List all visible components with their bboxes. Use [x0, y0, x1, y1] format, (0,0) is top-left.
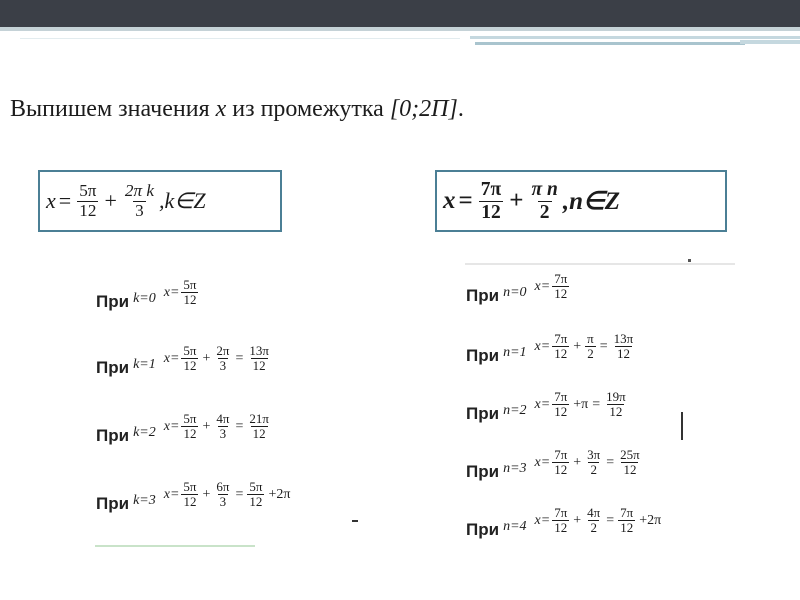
fraction-numerator: 25π: [620, 447, 640, 462]
case-condition: k=1: [133, 356, 156, 372]
case-fraction: [552, 332, 569, 362]
fraction-denominator: 12: [79, 200, 97, 220]
fraction-numerator: 5π: [183, 277, 197, 292]
fraction-numerator: 21π: [249, 411, 269, 426]
case-condition: n=4: [503, 518, 527, 534]
fraction-denominator: 12: [554, 404, 568, 420]
case-expression: [164, 480, 293, 510]
case-expression: [535, 272, 572, 302]
formula-fraction: [479, 179, 503, 223]
case-expression: [164, 278, 201, 308]
case-fraction: [552, 390, 569, 420]
fraction-numerator: 5π: [183, 411, 197, 426]
case-condition: n=3: [503, 460, 527, 476]
case-fraction: [247, 344, 271, 374]
stray-mark: [681, 412, 683, 440]
case-x: x=: [534, 512, 551, 528]
case-fraction: [552, 448, 569, 478]
formula-fraction: [529, 179, 559, 223]
case-operator: +: [573, 338, 582, 354]
fraction-numerator: 19π: [606, 389, 626, 404]
fraction-denominator: 12: [623, 462, 637, 478]
case-label: При: [96, 493, 130, 513]
heading-period: .: [457, 96, 464, 122]
case-fraction: [247, 412, 271, 442]
heading-text: из промежутка: [226, 96, 390, 122]
header-stripe: [740, 40, 800, 44]
fraction-denominator: 12: [183, 292, 197, 308]
case-condition: n=1: [503, 344, 527, 360]
fraction-numerator: 13π: [613, 331, 634, 346]
case-expression: [535, 448, 644, 478]
case-operator: +: [202, 350, 211, 366]
header-bar: [0, 0, 800, 27]
case-expression: [535, 332, 638, 362]
fraction-denominator: 3: [219, 358, 227, 374]
case-fraction: [604, 390, 628, 420]
fraction-denominator: 12: [554, 520, 568, 536]
fraction-denominator: 12: [249, 494, 263, 510]
fraction-numerator: 3π: [587, 447, 601, 462]
general-solution-k: [38, 170, 282, 232]
stray-mark: [352, 520, 358, 522]
faint-rule: [465, 263, 735, 265]
fraction-denominator: 2: [539, 201, 550, 223]
case-fraction: [585, 506, 602, 536]
fraction-denominator: 3: [135, 200, 144, 220]
formula-equals: =: [58, 188, 72, 213]
fraction-numerator: 7π: [554, 331, 568, 346]
fraction-numerator: π n: [531, 179, 558, 201]
fraction-denominator: 12: [183, 426, 197, 442]
case-fraction: [214, 344, 231, 374]
faint-rule: [95, 545, 255, 547]
case-expression: [535, 390, 630, 420]
formula-fraction: [77, 182, 98, 221]
case-fraction: [181, 412, 198, 442]
formula-domain: ,k∈Z: [158, 188, 206, 213]
case-label: При: [466, 461, 500, 481]
general-solution-n: [435, 170, 727, 232]
case-expression: [164, 412, 273, 442]
case-x: x=: [163, 486, 180, 502]
fraction-numerator: 7π: [554, 271, 568, 286]
case-row-k3: [96, 479, 292, 513]
case-row-k0: [96, 277, 200, 311]
case-x: x=: [534, 278, 551, 294]
case-expression: [164, 344, 273, 374]
fraction-denominator: 12: [481, 201, 501, 223]
fraction-denominator: 2: [590, 520, 597, 536]
fraction-numerator: 7π: [554, 505, 568, 520]
case-equals: =: [606, 454, 615, 470]
fraction-denominator: 12: [554, 286, 568, 302]
case-row-n2: [466, 389, 630, 423]
fraction-denominator: 12: [616, 346, 630, 362]
fraction-numerator: 5π: [183, 343, 197, 358]
case-label: При: [466, 403, 500, 423]
case-row-n0: [466, 271, 571, 305]
case-equals: =: [606, 512, 615, 528]
case-label: При: [96, 357, 130, 377]
case-operator: +: [202, 486, 211, 502]
case-condition: n=2: [503, 402, 527, 418]
case-label: При: [466, 519, 500, 539]
case-label: При: [466, 345, 500, 365]
formula-plus: +: [104, 188, 117, 213]
case-fraction: [618, 506, 635, 536]
fraction-denominator: 2: [590, 462, 597, 478]
case-fraction: [214, 412, 231, 442]
fraction-numerator: 13π: [249, 343, 269, 358]
case-condition: k=2: [133, 424, 156, 440]
case-row-k2: [96, 411, 273, 445]
case-x: x=: [534, 396, 551, 412]
fraction-numerator: 7π: [554, 389, 568, 404]
case-x: x=: [163, 418, 180, 434]
case-expression: [535, 506, 664, 536]
heading-text: Выпишем значения: [10, 96, 216, 122]
case-fraction: [618, 448, 642, 478]
case-fraction: [247, 480, 264, 510]
fraction-denominator: 3: [219, 494, 227, 510]
case-fraction: [181, 344, 198, 374]
fraction-numerator: 5π: [183, 479, 197, 494]
case-label: При: [466, 285, 500, 305]
case-fraction: [181, 278, 198, 308]
formula-variable: x: [46, 188, 56, 213]
header-stripe: [20, 38, 460, 39]
heading-interval: [0;2П]: [389, 96, 458, 122]
case-x: x=: [534, 454, 551, 470]
case-row-n4: [466, 505, 663, 539]
stray-mark: [688, 259, 691, 262]
formula-fraction: [123, 182, 156, 221]
case-fraction: [214, 480, 231, 510]
formula-plus: +: [509, 187, 524, 214]
case-fraction: [181, 480, 198, 510]
fraction-numerator: 7π: [620, 505, 634, 520]
fraction-denominator: 12: [183, 494, 197, 510]
case-fraction: [585, 332, 596, 362]
case-label: При: [96, 291, 130, 311]
case-equals: =: [235, 350, 244, 366]
case-equals: =: [592, 396, 601, 412]
case-tail: +2π: [268, 486, 291, 502]
case-row-n3: [466, 447, 644, 481]
fraction-denominator: 12: [183, 358, 197, 374]
case-fraction: [552, 272, 569, 302]
case-x: x=: [163, 350, 180, 366]
fraction-numerator: 5π: [249, 479, 263, 494]
header-stripe: [470, 36, 800, 39]
case-equals: =: [235, 486, 244, 502]
case-condition: k=0: [133, 290, 156, 306]
fraction-denominator: 2: [587, 346, 594, 362]
case-tail: +2π: [639, 512, 662, 528]
slide-heading: [10, 96, 464, 123]
case-fraction: [552, 506, 569, 536]
fraction-numerator: 4π: [216, 411, 230, 426]
fraction-denominator: 12: [252, 426, 266, 442]
case-row-n1: [466, 331, 637, 365]
fraction-numerator: 7π: [480, 179, 502, 201]
fraction-denominator: 12: [554, 346, 568, 362]
fraction-numerator: 5π: [79, 180, 97, 200]
fraction-denominator: 3: [219, 426, 227, 442]
heading-variable: x: [215, 96, 227, 122]
fraction-numerator: 6π: [216, 479, 230, 494]
case-condition: n=0: [503, 284, 527, 300]
header-accent-line: [0, 27, 800, 31]
fraction-numerator: 4π: [587, 505, 601, 520]
fraction-denominator: 12: [620, 520, 634, 536]
case-row-k1: [96, 343, 273, 377]
case-fraction: [585, 448, 602, 478]
case-operator: +π: [573, 396, 589, 412]
case-equals: =: [599, 338, 608, 354]
fraction-numerator: 7π: [554, 447, 568, 462]
fraction-numerator: 2π k: [124, 180, 154, 200]
case-operator: +: [573, 454, 582, 470]
header-stripe: [475, 42, 745, 45]
formula-variable: x: [443, 187, 456, 214]
case-operator: +: [202, 418, 211, 434]
fraction-numerator: π: [587, 331, 594, 346]
case-label: При: [96, 425, 130, 445]
case-x: x=: [163, 284, 180, 300]
fraction-numerator: 2π: [216, 343, 230, 358]
fraction-denominator: 12: [609, 404, 623, 420]
case-operator: +: [573, 512, 582, 528]
case-condition: k=3: [133, 492, 156, 508]
formula-domain: ,n∈Z: [562, 188, 621, 215]
formula-equals: =: [458, 187, 473, 214]
fraction-denominator: 12: [252, 358, 266, 374]
case-fraction: [612, 332, 636, 362]
fraction-denominator: 12: [554, 462, 568, 478]
case-x: x=: [534, 338, 551, 354]
case-equals: =: [235, 418, 244, 434]
